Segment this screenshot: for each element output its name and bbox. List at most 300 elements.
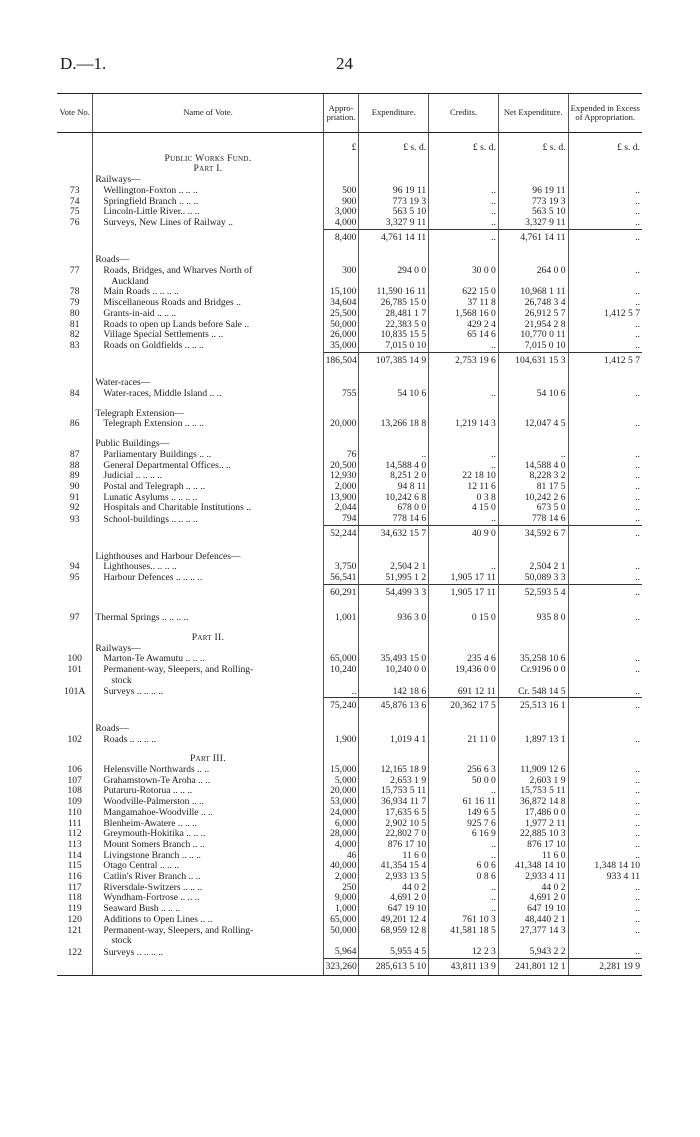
cell-appr: 300 <box>323 266 359 277</box>
cell-exc: .. <box>568 471 642 482</box>
table-row <box>57 266 642 277</box>
cell-exp: 22,383 5 0 <box>359 320 429 331</box>
cell-net: 21,954 2 8 <box>498 320 568 331</box>
cell-exp: 285,613 5 10 <box>359 958 429 976</box>
vote-number: 101A <box>64 686 86 698</box>
cell-exc: .. <box>568 287 642 298</box>
cell-net: 241,801 12 1 <box>498 958 568 976</box>
cell-appr <box>323 246 359 266</box>
section-heading-row <box>57 400 642 420</box>
cell-exc: .. <box>568 461 642 472</box>
cell-exc: .. <box>568 765 642 776</box>
cell-cred: .. <box>429 186 499 197</box>
cell-appr: 24,000 <box>323 808 359 819</box>
cell-exc: .. <box>568 298 642 309</box>
vote-number: 113 <box>67 839 82 850</box>
cell-appr: 40,000 <box>323 861 359 872</box>
cell-net: 17,486 0 0 <box>498 808 568 819</box>
cell-exc: .. <box>568 514 642 525</box>
table-row <box>57 797 642 808</box>
vote-number: 79 <box>69 298 80 309</box>
table-row <box>57 320 642 331</box>
vote-number: 74 <box>69 196 80 207</box>
vote-name: Surveys .. .. .. .. <box>93 947 323 958</box>
vote-number <box>57 229 93 246</box>
cell-cred: .. <box>429 562 499 573</box>
vote-number: 94 <box>69 562 80 573</box>
table-row <box>57 503 642 514</box>
vote-number: 118 <box>67 893 82 904</box>
vote-number <box>57 277 93 288</box>
cell-cred: .. <box>429 893 499 904</box>
cell-exc: 2,281 19 9 <box>568 958 642 976</box>
cell-exc <box>568 715 642 735</box>
unit-net: £ s. d. <box>498 133 568 154</box>
cell-cred: 149 6 5 <box>429 808 499 819</box>
vote-number: 95 <box>69 572 80 584</box>
cell-appr <box>323 164 359 175</box>
cell-appr: 50,000 <box>323 926 359 937</box>
cell-exc <box>568 400 642 420</box>
cell-cred: 6 16 9 <box>429 829 499 840</box>
cell-exp: 34,632 15 7 <box>359 525 429 542</box>
vote-number: 78 <box>69 287 80 298</box>
vote-number <box>57 543 93 563</box>
vote-number: 80 <box>69 308 80 319</box>
total-row <box>57 229 642 246</box>
cell-net: 27,377 14 3 <box>498 926 568 937</box>
cell-exc: .. <box>568 419 642 430</box>
vote-number <box>57 958 93 976</box>
cell-cred <box>429 277 499 288</box>
cell-net: 36,872 14 8 <box>498 797 568 808</box>
cell-net: 5,943 2 2 <box>498 947 568 958</box>
vote-name: Roads— <box>93 246 323 266</box>
vote-name: Greymouth-Hokitika .. .. .. <box>93 829 323 840</box>
vote-number <box>57 430 93 450</box>
cell-net <box>498 543 568 563</box>
cell-exp: 45,876 13 6 <box>359 698 429 715</box>
continuation-row <box>57 277 642 288</box>
cell-exc <box>568 369 642 389</box>
cell-exc <box>568 277 642 288</box>
cell-net: 12,047 4 5 <box>498 419 568 430</box>
cell-net: 25,513 16 1 <box>498 698 568 715</box>
vote-number: 116 <box>67 872 82 883</box>
cell-exc: 933 4 11 <box>568 872 642 883</box>
vote-number: 111 <box>67 818 82 829</box>
vote-number: 119 <box>67 904 82 915</box>
cell-exc: .. <box>568 808 642 819</box>
table-row <box>57 197 642 208</box>
cell-appr: 500 <box>323 186 359 197</box>
cell-net: 1,977 2 11 <box>498 819 568 830</box>
vote-name: Roads, Bridges, and Wharves North of <box>93 266 323 277</box>
cell-net: 935 8 0 <box>498 601 568 624</box>
header-credits: Credits. <box>429 94 499 133</box>
cell-exc <box>568 164 642 175</box>
cell-net: 2,603 1 9 <box>498 776 568 787</box>
cell-appr: 323,260 <box>323 958 359 976</box>
section-heading-row <box>57 715 642 735</box>
cell-cred: 21 11 0 <box>429 735 499 746</box>
vote-number: 86 <box>69 419 80 430</box>
vote-name: Woodville-Palmerston .. .. <box>93 797 323 808</box>
vote-number <box>57 525 93 542</box>
cell-exc: .. <box>568 797 642 808</box>
cell-exc: .. <box>568 698 642 715</box>
cell-appr: 6,000 <box>323 819 359 830</box>
cell-cred: 12 11 6 <box>429 482 499 493</box>
votes-table <box>57 93 642 976</box>
vote-number: 110 <box>67 807 82 818</box>
cell-cred <box>429 745 499 765</box>
vote-name: Lighthouses.. .. .. .. <box>93 562 323 573</box>
cell-appr: 65,000 <box>323 915 359 926</box>
cell-net: 4,691 2 0 <box>498 893 568 904</box>
vote-name: Permanent-way, Sleepers, and Rolling- <box>93 665 323 676</box>
cell-appr: 755 <box>323 389 359 400</box>
table-row <box>57 786 642 797</box>
cell-appr: 1,001 <box>323 601 359 624</box>
cell-exc: .. <box>568 218 642 229</box>
cell-exp <box>359 369 429 389</box>
cell-exc: .. <box>568 654 642 665</box>
vote-number: 82 <box>69 330 80 341</box>
vote-number <box>57 175 93 186</box>
table-row <box>57 947 642 958</box>
cell-exc: .. <box>568 482 642 493</box>
cell-exc <box>568 246 642 266</box>
cell-net: 15,753 5 11 <box>498 786 568 797</box>
cell-net: 10,968 1 11 <box>498 287 568 298</box>
cell-net: 1,897 13 1 <box>498 735 568 746</box>
cell-net: 50,089 3 3 <box>498 573 568 584</box>
cell-appr: 8,400 <box>323 229 359 246</box>
vote-name: Telegraph Extension .. .. .. <box>93 419 323 430</box>
unit-excess: £ s. d. <box>568 133 642 154</box>
vote-number: 106 <box>67 765 82 776</box>
cell-exc: .. <box>568 735 642 746</box>
table-row <box>57 654 642 665</box>
cell-net <box>498 624 568 644</box>
table-row <box>57 808 642 819</box>
cell-exp: 2,653 1 9 <box>359 776 429 787</box>
cell-appr: 2,000 <box>323 872 359 883</box>
cell-cred <box>429 644 499 655</box>
vote-name: School-buildings .. .. .. .. <box>93 514 323 525</box>
cell-exp: 2,933 13 5 <box>359 872 429 883</box>
vote-name: Wellington-Foxton .. .. .. <box>93 186 323 197</box>
cell-exc: .. <box>568 229 642 246</box>
table-row <box>57 341 642 352</box>
cell-exp: 2,902 10 5 <box>359 819 429 830</box>
vote-name: Lunatic Asylums .. .. .. .. <box>93 493 323 504</box>
vote-number: 77 <box>69 266 80 277</box>
cell-appr: 2,000 <box>323 482 359 493</box>
cell-cred <box>429 400 499 420</box>
cell-appr: 56,541 <box>323 573 359 584</box>
vote-number: 107 <box>67 775 82 786</box>
cell-net: 52,593 5 4 <box>498 584 568 601</box>
vote-number: 100 <box>67 654 82 665</box>
vote-number: 115 <box>67 861 82 872</box>
section-heading-row <box>57 745 642 765</box>
vote-name: Helensville Northwards .. .. <box>93 765 323 776</box>
cell-cred: .. <box>429 207 499 218</box>
cell-appr <box>323 400 359 420</box>
cell-exc: .. <box>568 776 642 787</box>
cell-net <box>498 246 568 266</box>
cell-net: 96 19 11 <box>498 186 568 197</box>
vote-name: Seaward Bush .. .. .. <box>93 904 323 915</box>
report-reference: D.—1. <box>60 54 107 73</box>
cell-net: 8,228 3 2 <box>498 471 568 482</box>
unit-expenditure: £ s. d. <box>359 133 429 154</box>
cell-exp: 11 6 0 <box>359 851 429 862</box>
vote-name: Lincoln-Little River.. .. .. <box>93 207 323 218</box>
cell-cred: .. <box>429 851 499 862</box>
cell-appr: 26,000 <box>323 330 359 341</box>
cell-cred: 429 2 4 <box>429 320 499 331</box>
cell-exp: 26,785 15 0 <box>359 298 429 309</box>
vote-name: Blenheim-Awatere .. .. .. <box>93 819 323 830</box>
cell-cred <box>429 715 499 735</box>
table-row <box>57 851 642 862</box>
cell-cred: .. <box>429 450 499 461</box>
vote-name: Surveys .. .. .. .. <box>93 687 323 698</box>
cell-cred: 1,219 14 3 <box>429 419 499 430</box>
cell-cred: .. <box>429 218 499 229</box>
cell-net: 35,258 10 6 <box>498 654 568 665</box>
vote-number: 91 <box>69 492 80 503</box>
cell-cred <box>429 936 499 947</box>
vote-name: Marton-Te Awamutu .. .. .. <box>93 654 323 665</box>
vote-name: Mount Somers Branch .. .. <box>93 840 323 851</box>
cell-appr <box>323 277 359 288</box>
cell-exp <box>359 430 429 450</box>
cell-cred <box>429 154 499 165</box>
vote-number: 75 <box>69 207 80 218</box>
vote-number: 88 <box>69 460 80 471</box>
cell-cred: 1,905 17 11 <box>429 573 499 584</box>
cell-exp: 49,201 12 4 <box>359 915 429 926</box>
cell-exp <box>359 277 429 288</box>
vote-number <box>57 154 93 165</box>
cell-exc: .. <box>568 915 642 926</box>
cell-exc: .. <box>568 330 642 341</box>
cell-net: 54 10 6 <box>498 389 568 400</box>
vote-number <box>57 676 93 687</box>
cell-cred: 19,436 0 0 <box>429 665 499 676</box>
cell-exp: 44 0 2 <box>359 883 429 894</box>
cell-exp: 17,635 6 5 <box>359 808 429 819</box>
cell-net: 10,770 0 11 <box>498 330 568 341</box>
vote-number: 83 <box>69 340 80 352</box>
cell-cred <box>429 164 499 175</box>
cell-exp: 10,242 6 8 <box>359 493 429 504</box>
cell-exp: 5,955 4 5 <box>359 947 429 958</box>
cell-net: 48,440 2 1 <box>498 915 568 926</box>
cell-net <box>498 936 568 947</box>
cell-appr: 25,500 <box>323 309 359 320</box>
cell-exp: 11,590 16 11 <box>359 287 429 298</box>
cell-appr <box>323 644 359 655</box>
cell-cred: 622 15 0 <box>429 287 499 298</box>
table-row <box>57 819 642 830</box>
cell-appr <box>323 745 359 765</box>
vote-name: Livingstone Branch .. .. .. <box>93 851 323 862</box>
cell-cred: 761 10 3 <box>429 915 499 926</box>
table-header-row <box>57 94 642 133</box>
table-row <box>57 482 642 493</box>
cell-exp: 54,499 3 3 <box>359 584 429 601</box>
units-row <box>57 133 642 154</box>
cell-net: 11,909 12 6 <box>498 765 568 776</box>
vote-name: Main Roads .. .. .. .. <box>93 287 323 298</box>
cell-net: 14,588 4 0 <box>498 461 568 472</box>
vote-name: Water-races, Middle Island .. .. <box>93 389 323 400</box>
cell-cred <box>429 543 499 563</box>
table-row <box>57 471 642 482</box>
cell-exc: .. <box>568 525 642 542</box>
cell-exc: .. <box>568 197 642 208</box>
cell-cred: 41,581 18 5 <box>429 926 499 937</box>
cell-appr: 4,000 <box>323 218 359 229</box>
cell-cred: 22 18 10 <box>429 471 499 482</box>
table-row <box>57 287 642 298</box>
cell-cred: .. <box>429 883 499 894</box>
table-row <box>57 765 642 776</box>
vote-number: 112 <box>67 829 82 840</box>
table-row <box>57 893 642 904</box>
table-row <box>57 450 642 461</box>
cell-appr: 794 <box>323 514 359 525</box>
cell-exp: 142 18 6 <box>359 687 429 698</box>
vote-number: 87 <box>69 449 80 460</box>
cell-exp <box>359 644 429 655</box>
table-row <box>57 735 642 746</box>
table-row <box>57 687 642 698</box>
unit-credits: £ s. d. <box>429 133 499 154</box>
cell-exc <box>568 644 642 655</box>
cell-exp: 94 8 11 <box>359 482 429 493</box>
vote-number: 114 <box>67 850 82 861</box>
cell-cred <box>429 430 499 450</box>
cell-cred: .. <box>429 229 499 246</box>
cell-net: 876 17 10 <box>498 840 568 851</box>
cell-net: 7,015 0 10 <box>498 341 568 352</box>
cell-exc: .. <box>568 786 642 797</box>
cell-exp: .. <box>359 450 429 461</box>
table-row <box>57 493 642 504</box>
table-row <box>57 309 642 320</box>
cell-cred: .. <box>429 904 499 915</box>
vote-number: 117 <box>67 882 82 893</box>
cell-net: 44 0 2 <box>498 883 568 894</box>
vote-number: 84 <box>69 389 80 400</box>
cell-cred: 40 9 0 <box>429 525 499 542</box>
cell-exp: 28,481 1 7 <box>359 309 429 320</box>
vote-number <box>57 400 93 420</box>
cell-exp: 54 10 6 <box>359 389 429 400</box>
vote-number: 76 <box>69 217 80 229</box>
cell-cred: 43,811 13 9 <box>429 958 499 976</box>
cell-appr: 46 <box>323 851 359 862</box>
cell-exp: 294 0 0 <box>359 266 429 277</box>
cell-exc: .. <box>568 389 642 400</box>
table-row <box>57 872 642 883</box>
table-row <box>57 840 642 851</box>
cell-exp <box>359 154 429 165</box>
cell-net <box>498 400 568 420</box>
vote-name: Miscellaneous Roads and Bridges .. <box>93 298 323 309</box>
cell-appr: 34,604 <box>323 298 359 309</box>
cell-cred: 12 2 3 <box>429 947 499 958</box>
section-heading-row <box>57 430 642 450</box>
header-appropriation: Appro-priation. <box>323 94 359 133</box>
cell-cred: 256 6 3 <box>429 765 499 776</box>
cell-appr: 52,244 <box>323 525 359 542</box>
vote-number: 73 <box>69 185 80 196</box>
vote-name <box>93 525 323 542</box>
cell-exc: .. <box>568 883 642 894</box>
cell-exp: 10,240 0 0 <box>359 665 429 676</box>
table-row <box>57 573 642 584</box>
cell-appr: 53,000 <box>323 797 359 808</box>
continuation-row <box>57 676 642 687</box>
cell-cred: 30 0 0 <box>429 266 499 277</box>
cell-exp: 773 19 3 <box>359 197 429 208</box>
cell-exc: .. <box>568 207 642 218</box>
cell-exp <box>359 676 429 687</box>
cell-exp: 35,493 15 0 <box>359 654 429 665</box>
table-row <box>57 861 642 872</box>
cell-exc: .. <box>568 320 642 331</box>
cell-cred: 691 12 11 <box>429 687 499 698</box>
continuation-row <box>57 936 642 947</box>
vote-number <box>57 369 93 389</box>
vote-number: 93 <box>69 514 80 525</box>
vote-name: Railways— <box>93 175 323 186</box>
cell-cred: 0 8 6 <box>429 872 499 883</box>
cell-appr <box>323 715 359 735</box>
cell-exp: 3,327 9 11 <box>359 218 429 229</box>
cell-appr: 1,900 <box>323 735 359 746</box>
cell-cred: 6 0 6 <box>429 861 499 872</box>
cell-net: 264 0 0 <box>498 266 568 277</box>
cell-appr <box>323 430 359 450</box>
vote-name: Postal and Telegraph .. .. .. <box>93 482 323 493</box>
total-row <box>57 352 642 369</box>
cell-net: 673 5 0 <box>498 503 568 514</box>
cell-appr: 28,000 <box>323 829 359 840</box>
section-heading-row <box>57 154 642 165</box>
vote-number: 81 <box>69 319 80 330</box>
cell-exp: 22,802 7 0 <box>359 829 429 840</box>
section-heading-row <box>57 246 642 266</box>
vote-name: stock <box>93 676 323 687</box>
cell-exp <box>359 624 429 644</box>
cell-appr <box>323 936 359 947</box>
cell-exp <box>359 715 429 735</box>
cell-net <box>498 715 568 735</box>
cell-appr: 4,000 <box>323 840 359 851</box>
cell-net: 2,504 2 1 <box>498 562 568 573</box>
cell-exp <box>359 936 429 947</box>
cell-exc: .. <box>568 186 642 197</box>
vote-name <box>93 229 323 246</box>
